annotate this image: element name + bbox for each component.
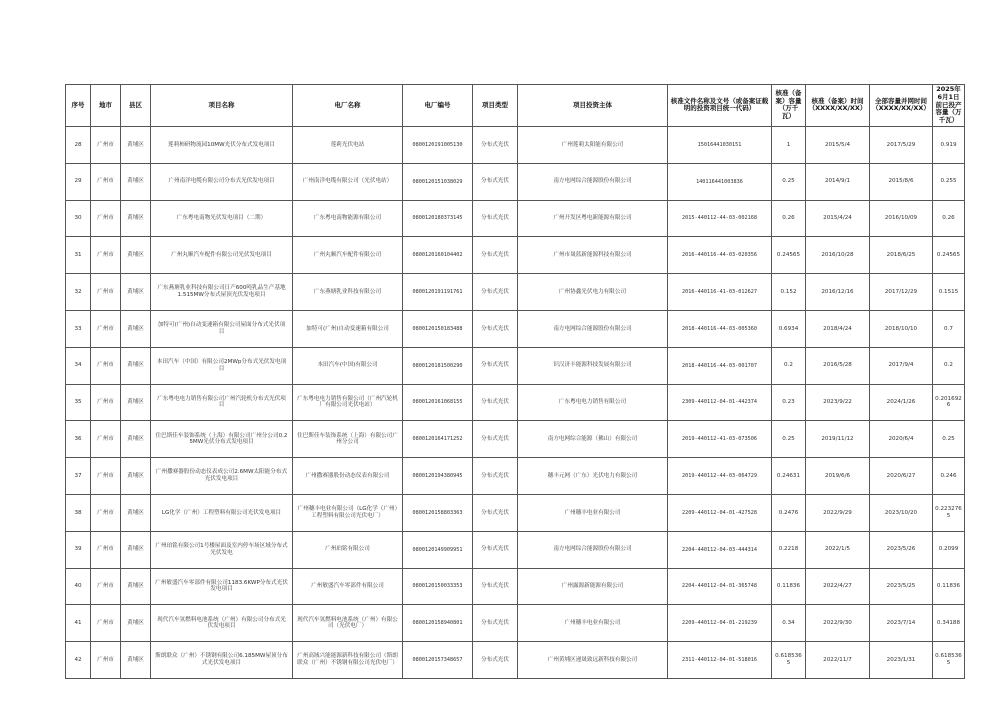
cell-project-name: 广州撒赛器股份动态仪表成公司2.6MW太阳能分布式光伏发电项目 bbox=[151, 458, 293, 495]
table-row bbox=[66, 347, 965, 384]
cell-district: 黄埔区 bbox=[121, 531, 151, 568]
cell-project-type: 分布式光伏 bbox=[473, 384, 518, 421]
cell-project-name: 广州丸顺汽车配件有限公司光伏发电项目 bbox=[151, 237, 293, 274]
cell-approval-doc: 2209-440112-04-01-427528 bbox=[668, 494, 772, 531]
cell-operational-capacity: 0.1515 bbox=[933, 274, 965, 311]
cell-grid-date: 2017/9/4 bbox=[870, 347, 933, 384]
table-row bbox=[66, 237, 965, 274]
cell-project-type: 分布式光伏 bbox=[473, 274, 518, 311]
cell-district: 黄埔区 bbox=[121, 568, 151, 605]
cell-plant-id: 0800120160104402 bbox=[403, 237, 473, 274]
cell-city: 广州市 bbox=[91, 568, 121, 605]
cell-project-name: 广东粤电南物光伏发电项目（二期） bbox=[151, 200, 293, 237]
cell-grid-date: 2023/1/31 bbox=[870, 642, 933, 679]
cell-operational-capacity: 0.255 bbox=[933, 163, 965, 200]
cell-city: 广州市 bbox=[91, 310, 121, 347]
cell-plant-id: 0800120191005130 bbox=[403, 126, 473, 163]
cell-approval-doc: 2204-440112-04-01-365748 bbox=[668, 568, 772, 605]
cell-plant-name: 莲莉光伏电站 bbox=[293, 126, 403, 163]
header-col-project-type: 项目类型 bbox=[473, 85, 518, 127]
cell-capacity: 0.23 bbox=[772, 384, 806, 421]
cell-plant-id: 0800120149909951 bbox=[403, 531, 473, 568]
project-table bbox=[65, 84, 965, 679]
header-col-district: 县区 bbox=[121, 85, 151, 127]
cell-approval-doc: 2016-440116-44-03-020356 bbox=[668, 237, 772, 274]
cell-grid-date: 2020/6/4 bbox=[870, 421, 933, 458]
cell-grid-date: 2024/1/26 bbox=[870, 384, 933, 421]
cell-grid-date: 2023/5/26 bbox=[870, 531, 933, 568]
cell-project-name: 广东燕塘乳业科技有限公司日产600吨乳品生产基地1.515MW分布式屋顶光伏发电项目 bbox=[151, 274, 293, 311]
cell-city: 广州市 bbox=[91, 642, 121, 679]
cell-capacity: 0.6185365 bbox=[772, 642, 806, 679]
cell-approval-date: 2019/11/12 bbox=[806, 421, 870, 458]
cell-city: 广州市 bbox=[91, 126, 121, 163]
cell-approval-date: 2016/12/16 bbox=[806, 274, 870, 311]
header-col-plant-id: 电厂编号 bbox=[403, 85, 473, 127]
table-row bbox=[66, 421, 965, 458]
cell-capacity: 0.11836 bbox=[772, 568, 806, 605]
cell-project-type: 分布式光伏 bbox=[473, 310, 518, 347]
cell-approval-date: 2015/4/24 bbox=[806, 200, 870, 237]
header-col-grid-date: 全部容量并网时间（XXXX/XX/XX） bbox=[870, 85, 933, 127]
cell-grid-date: 2023/10/20 bbox=[870, 494, 933, 531]
cell-capacity: 0.26 bbox=[772, 200, 806, 237]
cell-grid-date: 2018/6/25 bbox=[870, 237, 933, 274]
cell-project-name: 本田汽车（中国）有限公司2MWp分布式光伏发电项目 bbox=[151, 347, 293, 384]
cell-approval-date: 2016/5/28 bbox=[806, 347, 870, 384]
cell-investor: 广州开发区粤电新能源有限公司 bbox=[518, 200, 668, 237]
cell-city: 广州市 bbox=[91, 494, 121, 531]
cell-plant-name: 加特可(广州)自动变速箱有限公司 bbox=[293, 310, 403, 347]
cell-capacity: 0.6934 bbox=[772, 310, 806, 347]
cell-approval-doc: 15016441030151 bbox=[668, 126, 772, 163]
cell-plant-id: 0800120181500290 bbox=[403, 347, 473, 384]
cell-operational-capacity: 0.26 bbox=[933, 200, 965, 237]
cell-index: 39 bbox=[66, 531, 91, 568]
cell-capacity: 0.152 bbox=[772, 274, 806, 311]
cell-operational-capacity: 0.246 bbox=[933, 458, 965, 495]
cell-capacity: 0.24565 bbox=[772, 237, 806, 274]
cell-index: 31 bbox=[66, 237, 91, 274]
cell-district: 黄埔区 bbox=[121, 237, 151, 274]
cell-plant-id: 0800120180373145 bbox=[403, 200, 473, 237]
cell-approval-doc: 2209-440112-04-01-219239 bbox=[668, 605, 772, 642]
cell-index: 29 bbox=[66, 163, 91, 200]
cell-index: 37 bbox=[66, 458, 91, 495]
cell-operational-capacity: 0.34188 bbox=[933, 605, 965, 642]
cell-index: 33 bbox=[66, 310, 91, 347]
cell-operational-capacity: 0.2232765 bbox=[933, 494, 965, 531]
cell-plant-name: 广州撒赛器股份动态仪表有限公司 bbox=[293, 458, 403, 495]
cell-index: 30 bbox=[66, 200, 91, 237]
cell-plant-id: 0800120151038029 bbox=[403, 163, 473, 200]
cell-project-type: 分布式光伏 bbox=[473, 568, 518, 605]
cell-city: 广州市 bbox=[91, 347, 121, 384]
cell-approval-doc: 2018-440116-44-03-001707 bbox=[668, 347, 772, 384]
cell-capacity: 0.2218 bbox=[772, 531, 806, 568]
table-body bbox=[66, 126, 965, 678]
cell-project-type: 分布式光伏 bbox=[473, 163, 518, 200]
cell-plant-name: 现代汽车氢燃料电池系统（广州）有限公司（光伏电厂） bbox=[293, 605, 403, 642]
cell-district: 黄埔区 bbox=[121, 274, 151, 311]
table-row bbox=[66, 384, 965, 421]
cell-capacity: 0.2 bbox=[772, 347, 806, 384]
cell-capacity: 1 bbox=[772, 126, 806, 163]
cell-plant-id: 0800120194380945 bbox=[403, 458, 473, 495]
cell-approval-date: 2016/10/28 bbox=[806, 237, 870, 274]
cell-approval-date: 2015/5/4 bbox=[806, 126, 870, 163]
cell-project-type: 分布式光伏 bbox=[473, 126, 518, 163]
cell-district: 黄埔区 bbox=[121, 126, 151, 163]
cell-plant-name: 广州敏盛汽车零部件有限公司 bbox=[293, 568, 403, 605]
cell-approval-date: 2022/4/27 bbox=[806, 568, 870, 605]
cell-plant-name: 广东粤电电力销售有限公司（广州汽轮机厂有限公司光伏电站） bbox=[293, 384, 403, 421]
cell-plant-name: 广州南洋电缆有限公司（光伏电站） bbox=[293, 163, 403, 200]
cell-investor: 广州市晟蓝新能源科技有限公司 bbox=[518, 237, 668, 274]
header-col-index: 序号 bbox=[66, 85, 91, 127]
cell-index: 34 bbox=[66, 347, 91, 384]
cell-project-type: 分布式光伏 bbox=[473, 494, 518, 531]
cell-investor: 穗丰元网（广东）光伏电力有限公司 bbox=[518, 458, 668, 495]
cell-plant-id: 0800120150183488 bbox=[403, 310, 473, 347]
cell-project-name: 广州珀铭有限公司1号楼屋面及室内停车场区域分布式光伏发电 bbox=[151, 531, 293, 568]
cell-investor: 广州莲莉太阳能有限公司 bbox=[518, 126, 668, 163]
cell-city: 广州市 bbox=[91, 163, 121, 200]
cell-approval-date: 2022/9/30 bbox=[806, 605, 870, 642]
cell-grid-date: 2023/5/25 bbox=[870, 568, 933, 605]
cell-grid-date: 2020/6/27 bbox=[870, 458, 933, 495]
cell-approval-doc: 2019-440112-41-03-073506 bbox=[668, 421, 772, 458]
cell-plant-id: 0800120157348657 bbox=[403, 642, 473, 679]
cell-city: 广州市 bbox=[91, 237, 121, 274]
cell-plant-id: 0800120158940801 bbox=[403, 605, 473, 642]
cell-index: 28 bbox=[66, 126, 91, 163]
header-col-project-name: 项目名称 bbox=[151, 85, 293, 127]
cell-operational-capacity: 0.24565 bbox=[933, 237, 965, 274]
cell-project-name: 广州敏盛汽车零部件有限公司1183.6KWP分布式光伏发电项目 bbox=[151, 568, 293, 605]
cell-project-name: LG化学（广州）工程塑料有限公司光伏发电项目 bbox=[151, 494, 293, 531]
cell-district: 黄埔区 bbox=[121, 642, 151, 679]
cell-investor: 南方电网综合能源股份有限公司 bbox=[518, 163, 668, 200]
cell-project-name: 斯朗联众（广州）不锈钢有限公司6.185MW屋顶分布式光伏发电项目 bbox=[151, 642, 293, 679]
cell-project-type: 分布式光伏 bbox=[473, 642, 518, 679]
cell-district: 黄埔区 bbox=[121, 494, 151, 531]
header-col-city: 地市 bbox=[91, 85, 121, 127]
cell-approval-doc: 2311-440112-04-01-518016 bbox=[668, 642, 772, 679]
table-row bbox=[66, 163, 965, 200]
cell-city: 广州市 bbox=[91, 605, 121, 642]
header-col-capacity: 核准（备案）容量（万千瓦） bbox=[772, 85, 806, 127]
cell-index: 38 bbox=[66, 494, 91, 531]
cell-operational-capacity: 0.2016926 bbox=[933, 384, 965, 421]
table-row bbox=[66, 458, 965, 495]
cell-project-name: 莲莉柿研物流园10MW光伏分布式发电项目 bbox=[151, 126, 293, 163]
cell-plant-name: 住巴斯佳车装饰系统（上海）有限公司广州分公司 bbox=[293, 421, 403, 458]
cell-investor: 广州黄埔区递晟致远新科技有限公司 bbox=[518, 642, 668, 679]
cell-operational-capacity: 0.7 bbox=[933, 310, 965, 347]
cell-plant-name: 广州穗丰电业有限公司（LG化学（广州）工程塑料有限公司光伏电厂） bbox=[293, 494, 403, 531]
cell-operational-capacity: 0.6185365 bbox=[933, 642, 965, 679]
cell-investor: 广州协鑫光伏电力有限公司 bbox=[518, 274, 668, 311]
cell-investor: 南方电网综合能源（佛山）有限公司 bbox=[518, 421, 668, 458]
cell-approval-date: 2022/1/5 bbox=[806, 531, 870, 568]
header-col-approval-date: 核准（备案）时间（XXXX/XX/XX） bbox=[806, 85, 870, 127]
cell-grid-date: 2017/5/29 bbox=[870, 126, 933, 163]
cell-city: 广州市 bbox=[91, 384, 121, 421]
cell-plant-name: 广州高域兴能能源新科技有限公司（斯朗联众（广州）不锈钢有限公司光伏电厂） bbox=[293, 642, 403, 679]
cell-project-name: 加特可(广州)自动变速箱有限公司屋面分布式光伏项目 bbox=[151, 310, 293, 347]
cell-plant-id: 0800120164171252 bbox=[403, 421, 473, 458]
cell-index: 42 bbox=[66, 642, 91, 679]
table-row bbox=[66, 494, 965, 531]
cell-project-name: 现代汽车氢燃料电池系统（广州）有限公司分布式光伏发电项目 bbox=[151, 605, 293, 642]
cell-capacity: 0.25 bbox=[772, 421, 806, 458]
cell-plant-id: 0800120161068155 bbox=[403, 384, 473, 421]
cell-index: 36 bbox=[66, 421, 91, 458]
cell-city: 广州市 bbox=[91, 274, 121, 311]
cell-investor: 南方电网综合能源股份有限公司 bbox=[518, 531, 668, 568]
cell-plant-id: 0800120191191761 bbox=[403, 274, 473, 311]
cell-approval-date: 2023/9/22 bbox=[806, 384, 870, 421]
table-row bbox=[66, 605, 965, 642]
cell-index: 41 bbox=[66, 605, 91, 642]
table-header-row bbox=[66, 85, 965, 127]
cell-approval-doc: 140116441003836 bbox=[668, 163, 772, 200]
cell-project-type: 分布式光伏 bbox=[473, 458, 518, 495]
table-row bbox=[66, 531, 965, 568]
table-row bbox=[66, 200, 965, 237]
cell-district: 黄埔区 bbox=[121, 458, 151, 495]
cell-city: 广州市 bbox=[91, 531, 121, 568]
cell-city: 广州市 bbox=[91, 458, 121, 495]
table-row bbox=[66, 310, 965, 347]
cell-investor: 广州露源新能源有限公司 bbox=[518, 568, 668, 605]
cell-index: 40 bbox=[66, 568, 91, 605]
cell-approval-date: 2018/4/24 bbox=[806, 310, 870, 347]
cell-operational-capacity: 0.919 bbox=[933, 126, 965, 163]
cell-city: 广州市 bbox=[91, 421, 121, 458]
cell-plant-name: 本田汽车(中国)有限公司 bbox=[293, 347, 403, 384]
cell-plant-id: 0800120158803363 bbox=[403, 494, 473, 531]
cell-operational-capacity: 0.11836 bbox=[933, 568, 965, 605]
cell-city: 广州市 bbox=[91, 200, 121, 237]
cell-approval-date: 2014/9/1 bbox=[806, 163, 870, 200]
cell-investor: 广东粤电电力销售有限公司 bbox=[518, 384, 668, 421]
cell-investor: 广州穗丰电业有限公司 bbox=[518, 494, 668, 531]
cell-operational-capacity: 0.25 bbox=[933, 421, 965, 458]
cell-approval-doc: 2309-440112-04-01-442374 bbox=[668, 384, 772, 421]
cell-grid-date: 2023/7/14 bbox=[870, 605, 933, 642]
cell-capacity: 0.2476 bbox=[772, 494, 806, 531]
cell-operational-capacity: 0.2099 bbox=[933, 531, 965, 568]
cell-project-type: 分布式光伏 bbox=[473, 237, 518, 274]
header-col-plant-name: 电厂名称 bbox=[293, 85, 403, 127]
cell-project-type: 分布式光伏 bbox=[473, 347, 518, 384]
cell-investor: 识汉济丰能源科技发展有限公司 bbox=[518, 347, 668, 384]
cell-plant-id: 0800120150033353 bbox=[403, 568, 473, 605]
cell-approval-doc: 2016-440116-41-03-012627 bbox=[668, 274, 772, 311]
cell-index: 35 bbox=[66, 384, 91, 421]
cell-district: 黄埔区 bbox=[121, 163, 151, 200]
cell-approval-date: 2019/6/6 bbox=[806, 458, 870, 495]
cell-approval-date: 2022/9/29 bbox=[806, 494, 870, 531]
header-col-approval-doc: 核准文件名称及文号（或备案证载明的投资项目统一代码） bbox=[668, 85, 772, 127]
cell-grid-date: 2017/12/29 bbox=[870, 274, 933, 311]
table-row bbox=[66, 126, 965, 163]
cell-approval-doc: 2015-440112-44-03-002168 bbox=[668, 200, 772, 237]
cell-operational-capacity: 0.2 bbox=[933, 347, 965, 384]
cell-plant-name: 广州珀铭有限公司 bbox=[293, 531, 403, 568]
cell-approval-doc: 2204-440112-04-03-444314 bbox=[668, 531, 772, 568]
cell-project-type: 分布式光伏 bbox=[473, 531, 518, 568]
cell-investor: 广州穗丰电业有限公司 bbox=[518, 605, 668, 642]
cell-district: 黄埔区 bbox=[121, 310, 151, 347]
cell-district: 黄埔区 bbox=[121, 200, 151, 237]
cell-project-name: 广东粤电电力销售有限公司广州汽轮机分布式光伏项目 bbox=[151, 384, 293, 421]
cell-plant-name: 广东粤电南物能源有限公司 bbox=[293, 200, 403, 237]
cell-grid-date: 2016/10/09 bbox=[870, 200, 933, 237]
cell-grid-date: 2018/10/10 bbox=[870, 310, 933, 347]
cell-investor: 南方电网综合能源股份有限公司 bbox=[518, 310, 668, 347]
cell-approval-doc: 2019-440112-44-03-064729 bbox=[668, 458, 772, 495]
header-col-investor: 项目投资主体 bbox=[518, 85, 668, 127]
cell-grid-date: 2015/8/6 bbox=[870, 163, 933, 200]
cell-plant-name: 广州丸顺汽车配件有限公司 bbox=[293, 237, 403, 274]
cell-project-type: 分布式光伏 bbox=[473, 200, 518, 237]
table-row bbox=[66, 568, 965, 605]
cell-approval-doc: 2018-440116-44-03-005360 bbox=[668, 310, 772, 347]
cell-district: 黄埔区 bbox=[121, 421, 151, 458]
table-row bbox=[66, 642, 965, 679]
cell-district: 黄埔区 bbox=[121, 384, 151, 421]
cell-capacity: 0.34 bbox=[772, 605, 806, 642]
header-col-operational-capacity: 2025年6月1日前已投产容量（万千瓦） bbox=[933, 85, 965, 127]
cell-approval-date: 2022/11/7 bbox=[806, 642, 870, 679]
cell-district: 黄埔区 bbox=[121, 605, 151, 642]
cell-project-name: 住巴斯佳车装饰系统（上海）有限公司广州分公司0.25MW光伏分布式发电项目 bbox=[151, 421, 293, 458]
cell-capacity: 0.24631 bbox=[772, 458, 806, 495]
cell-project-name: 广州南洋电缆有限公司分布式光伏发电项目 bbox=[151, 163, 293, 200]
cell-district: 黄埔区 bbox=[121, 347, 151, 384]
cell-capacity: 0.25 bbox=[772, 163, 806, 200]
table-row bbox=[66, 274, 965, 311]
cell-project-type: 分布式光伏 bbox=[473, 605, 518, 642]
cell-plant-name: 广东燕塘乳业科技有限公司 bbox=[293, 274, 403, 311]
cell-index: 32 bbox=[66, 274, 91, 311]
cell-project-type: 分布式光伏 bbox=[473, 421, 518, 458]
